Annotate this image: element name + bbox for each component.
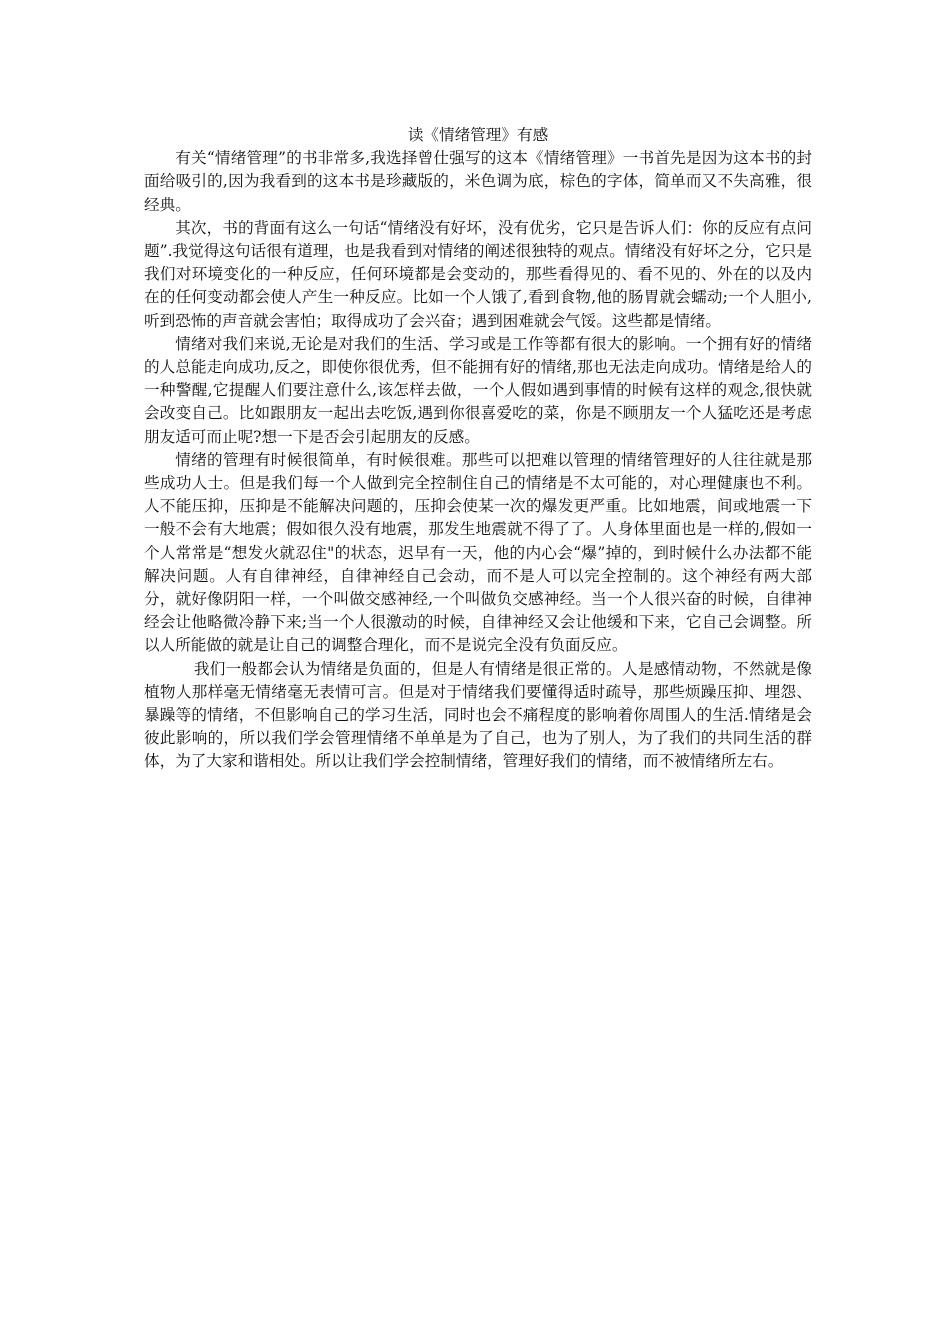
document-body [144, 124, 812, 774]
paragraph-4: 情绪的管理有时候很简单，有时候很难。那些可以把难以管理的情绪管理好的人往往就是那些成功人士。但是我们每一个人做到完全控制住自己的情绪是不太可能的，对心理健康也不利。人不能压抑，压抑是不能解决问题的，压抑会使某一次的爆发更严重。比如地震，间或地震一下一般不会有大地震；假如很久没有地震，那发生地震就不得了了。人身体里面也是一样的,假如一个人常常是“想发火就忍住"的状态，迟早有一天，他的内心会“爆”掉的，到时候什么办法都不能解决问题。人有自律神经，自律神经自己会动，而不是人可以完全控制的。这个神经有两大部分，就好像阴阳一样，一个叫做交感神经,一个叫做负交感神经。当一个人很兴奋的时候，自律神经会让他略微冷静下来;当一个人很激动的时候，自律神经又会让他缓和下来，它自己会调整。所以人所能做的就是让自己的调整合理化，而不是说完全没有负面反应。 [144, 450, 812, 655]
paragraph-1: 有关“情绪管理”的书非常多,我选择曾仕强写的这本《情绪管理》一书首先是因为这本书的封面给吸引的,因为我看到的这本书是珍藏版的，米色调为底，棕色的字体，简单而又不失高雅，很经典。 [144, 149, 812, 214]
paragraph-5: 我们一般都会认为情绪是负面的，但是人有情绪是很正常的。人是感情动物，不然就是像植物人那样毫无情绪毫无表情可言。但是对于情绪我们要懂得适时疏导，那些烦躁压抑、埋怨、暴躁等的情绪，不但影响自己的学习生活，同时也会不痛程度的影响着你周围人的生活.情绪是会彼此影响的，所以我们学会管理情绪不单单是为了自己，也为了别人，为了我们的共同生活的群体，为了大家和谐相处。所以让我们学会控制情绪，管理好我们的情绪，而不被情绪所左右。 [144, 659, 812, 771]
document-title: 读《情绪管理》有感 [407, 126, 549, 144]
paragraph-2: 其次，书的背面有这么一句话“情绪没有好坏，没有优劣，它只是告诉人们：你的反应有点问题”.我觉得这句话很有道理，也是我看到对情绪的阐述很独特的观点。情绪没有好坏之分，它只是我们对环境变化的一种反应，任何环境都是会变动的，那些看得见的、看不见的、外在的以及内在的任何变动都会使人产生一种反应。比如一个人饿了,看到食物,他的肠胃就会蠕动;一个人胆小,听到恐怖的声音就会害怕；取得成功了会兴奋；遇到困难就会气馁。这些都是情绪。 [144, 218, 812, 330]
paragraph-3: 情绪对我们来说,无论是对我们的生活、学习或是工作等都有很大的影响。一个拥有好的情绪的人总能走向成功,反之，即使你很优秀，但不能拥有好的情绪,那也无法走向成功。情绪是给人的一种警醒,它提醒人们要注意什么,该怎样去做，一个人假如遇到事情的时候有这样的观念,很快就会改变自己。比如跟朋友一起出去吃饭,遇到你很喜爱吃的菜，你是不顾朋友一个人猛吃还是考虑朋友适可而止呢?想一下是否会引起朋友的反感。 [144, 334, 812, 446]
